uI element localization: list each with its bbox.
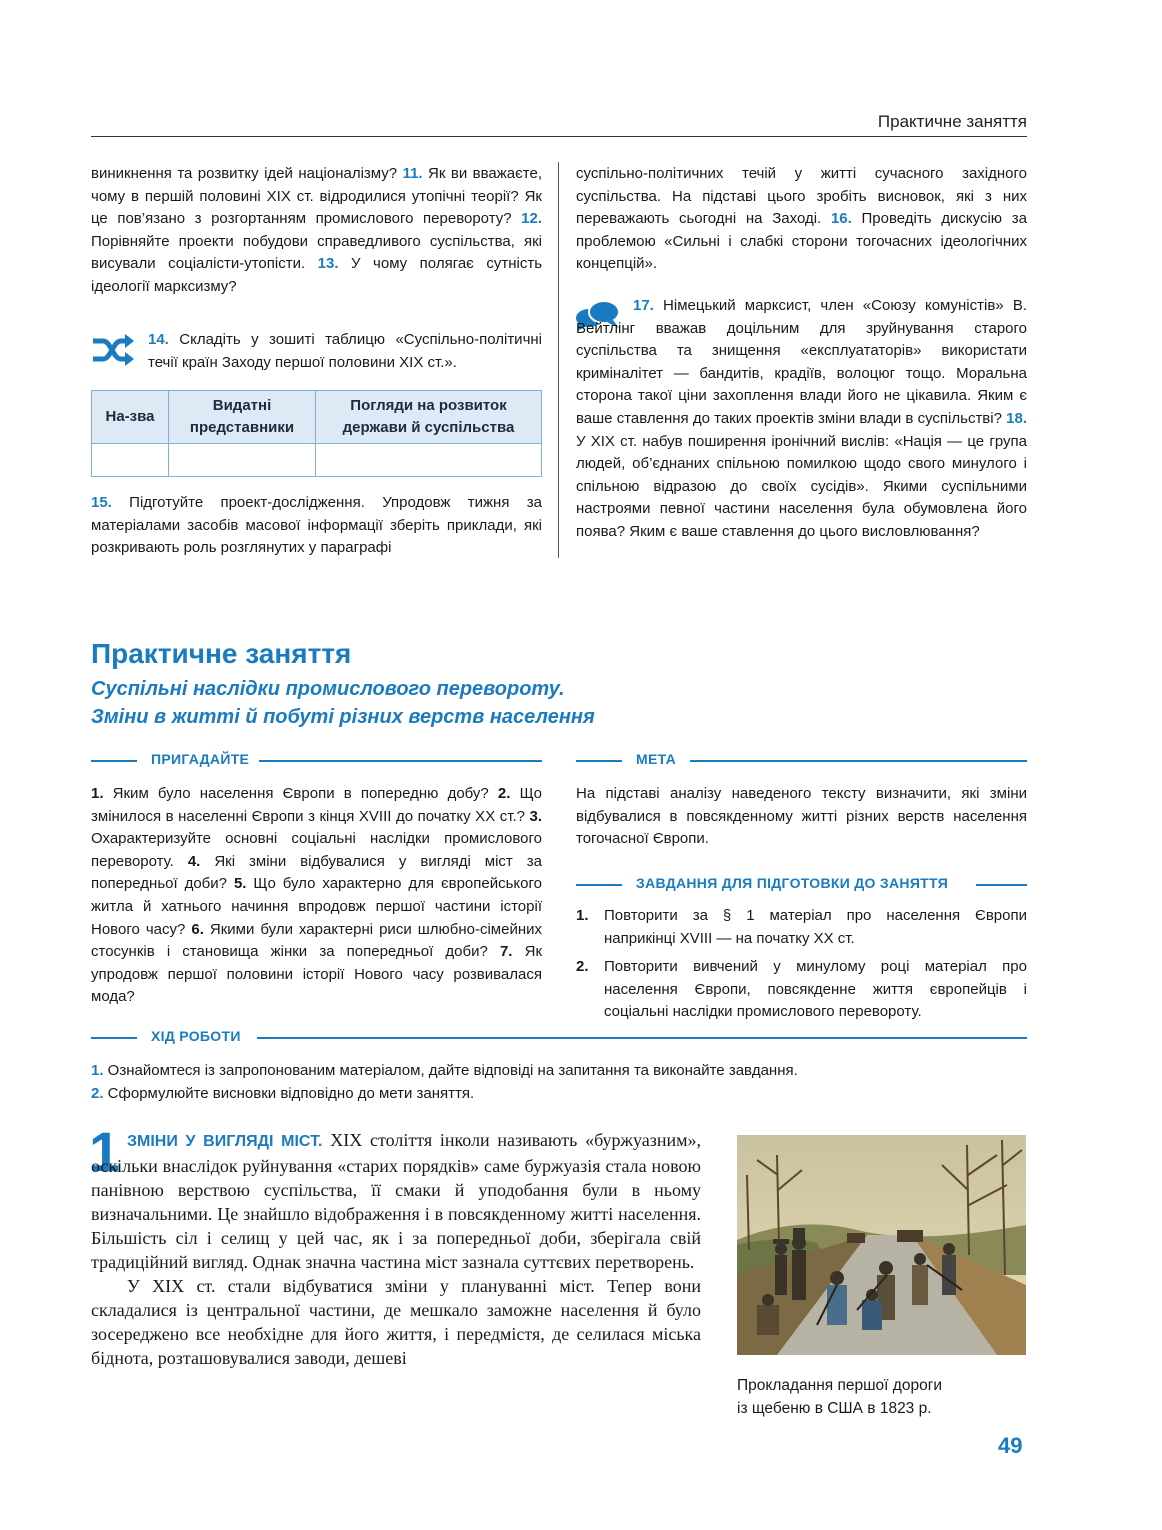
task-14-table: [91, 390, 542, 477]
table-cell: [92, 444, 169, 477]
table-header-views: Погляди на розвиток держави й суспільства: [316, 391, 542, 444]
list-item: 2. Повторити вивчений у минулому році матеріал про населення Європи, повсякденне життя європейців і соціальні наслідки промислового перевороту.: [576, 958, 1027, 1021]
right-column-top: суспільно-політичних течій у житті сучасного західного суспільства. На підставі цього зробіть висновок, які з них переважають сьогодні на Заході. 16. Проведіть дискусію за проблемою «Сильні і слабкі сторони тогочасних ідеологічних концепцій».: [576, 165, 1027, 273]
table-cell: [316, 444, 542, 477]
task-15: 15. Підготуйте проект-дослідження. Упродовж тижня за матеріалами засобів масової інформації зберіть приклади, які розкривають роль розглянутих у параграфі: [91, 494, 542, 557]
work-section-label: ХІД РОБОТИ: [91, 1028, 1027, 1046]
prep-tasks: [576, 905, 1027, 1030]
road-construction-painting: [737, 1135, 1026, 1355]
running-header: [91, 106, 1027, 137]
table-cell: [169, 444, 316, 477]
prep-section-label: ЗАВДАННЯ ДЛЯ ПІДГОТОВКИ ДО ЗАНЯТТЯ: [576, 875, 1027, 893]
questions-11-13: виникнення та розвитку ідей націоналізму? 11. Як ви вважаєте, чому в першій половині XIX ст. відродилися утопічні теорії? Як це пов’язано з розгортанням промислового перевороту? 12. Порівняйте проекти побудови справедливого суспільства, які висували соціалісти-утопісти. 13. У чому полягає сутність ідеології марксизму?: [91, 165, 543, 295]
section-number: 1: [89, 1120, 121, 1183]
list-item: 1. Ознайомтеся із запропонованим матеріалом, дайте відповіді на запитання та виконайте завдання.: [91, 1062, 798, 1079]
list-item: 1. Повторити за § 1 матеріал про населення Європи наприкінці XVIII — на початку XX ст.: [576, 907, 1027, 947]
work-steps: [91, 1060, 798, 1105]
photo-caption: Прокладання першої дороги із щебеню в США в 1823 р.: [737, 1377, 943, 1417]
goal-text: На підставі аналізу наведеного тексту визначити, які зміни відбувалися в повсякденному житті різних верств населення тогочасної Європи.: [576, 785, 1027, 848]
recall-section-label: ПРИГАДАЙТЕ: [91, 751, 542, 769]
table-header-name: На-зва: [92, 391, 169, 444]
shuffle-icon: [91, 333, 135, 367]
page-subtitle: Суспільні наслідки промислового перевороту. Зміни в житті й побуті різних верств населення: [91, 678, 595, 728]
table-header-representatives: Видатні представники: [169, 391, 316, 444]
section-1-text: ЗМІНИ У ВИГЛЯДІ МІСТ. XIX століття інколи називають «буржуазним», оскільки внаслідок руйнування «старих порядків» саме буржуазія стала новою панівною верствою суспільства, її смаки й уподобання були в ньому визначальними. Це знайшло відображення і в повсякденному житті населення. Більшість сіл і селищ у цей час, як і за попередньої доби, зберігала свій традиційний вигляд. Однак значна частина міст зазнала суттєвих перетворень. У XIX ст. стали відбуватися зміни у плануванні міст. Тепер вони складалися із центральної частини, де мешкало заможне населення й було зосереджено все необхідне для його життя, і передмістя, де селилася міська біднота, розташовувалися заводи, дешеві: [91, 1130, 701, 1368]
running-head-title: Практичне заняття: [877, 112, 1027, 131]
column-divider: [558, 162, 559, 558]
left-column-top: [91, 163, 542, 299]
page-number: 49: [998, 1433, 1023, 1458]
goal-section-label: МЕТА: [576, 751, 1027, 769]
task-17-18: 17. Німецький марксист, член «Союзу комуністів» В. Вейтлінг вважав доцільним для зруйнування старого суспільства та знищення «експлуататорів» використати криміналітет — бандитів, крадіїв, волоцюг тощо. Моральна сторона такої ціни захоплення влади його не цікавила. Яким є ваше ставлення до таких проектів зміни влади в суспільстві? 18. У XIX ст. набув поширення іронічний вислів: «Нація — це група людей, об’єднаних спільною помилкою щодо свого минулого і спільною відразою до своїх сусідів». Якими суспільними настроями певної частини населення була обумовлена його поява? Яким є ваше ставлення до цього висловлювання?: [576, 297, 1027, 540]
recall-questions: 1. Яким було населення Європи в попередню добу? 2. Що змінилося в населенні Європи з кінця XVIII до початку XX ст.? 3. Охарактеризуйте основні соціальні наслідки промислового перевороту. 4. Які зміни відбувалися у вигляді міст за попередньої доби? 5. Що було характерно для європейського житла й хатнього начиння впродовж першої частини історії Нового часу? 6. Якими були характерні риси шлюбно-сімейних стосунків і становища жінки за попередньої доби? 7. Як упродовж першої половини історії Нового часу розвивалася мода?: [91, 785, 543, 1006]
list-item: 2. Сформулюйте висновки відповідно до мети заняття.: [91, 1084, 475, 1102]
task-14: 14. Складіть у зошиті таблицю «Суспільно-політичні течії країн Заходу першої половини XIX ст.».: [148, 331, 542, 371]
page-title: Практичне заняття: [91, 638, 352, 669]
